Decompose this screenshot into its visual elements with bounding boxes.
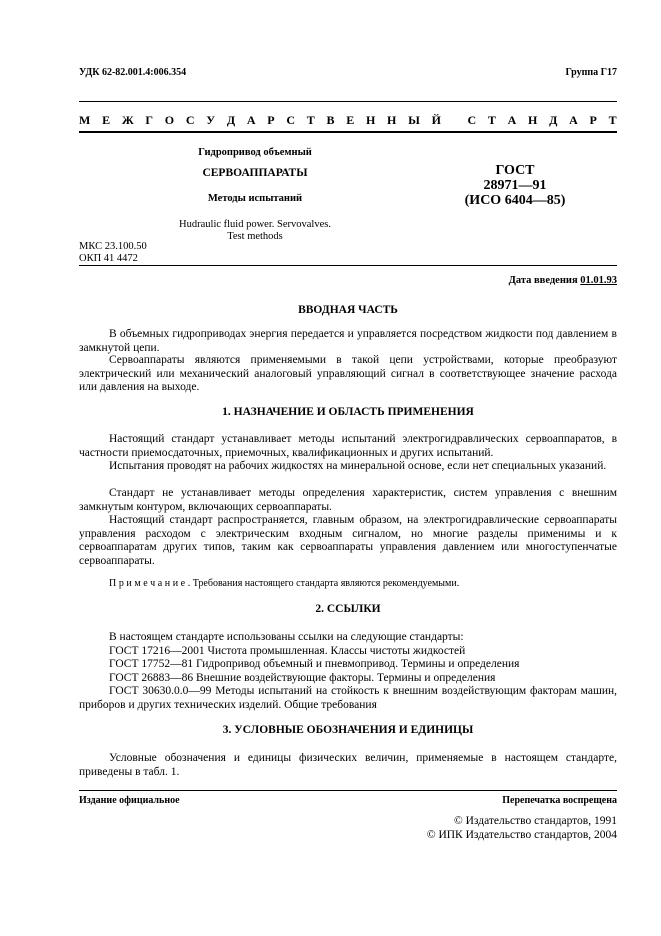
intro-heading: ВВОДНАЯ ЧАСТЬ [298,304,398,316]
banner-letter: Й [431,113,441,127]
iso-number: (ИСО 6404—85) [464,193,566,208]
official-edition: Издание официальное [79,795,180,806]
banner-letter: Ы [408,113,420,127]
banner-letter: Т [487,113,496,127]
banner-letter [453,113,456,128]
group-code: Группа Г17 [565,67,617,78]
introduction-date [509,275,617,286]
banner-letter: Е [102,113,111,127]
introduction-date-label: Дата введения [508,275,581,286]
title-line1: Гидропривод объемный [198,147,312,158]
intro-paragraph-1: В объемных гидроприводах энергия передается и управляется посредством жидкости под давлением в замкнутой цепи. [79,328,617,354]
banner-letter: Р [589,113,597,127]
banner-letter: Т [306,113,315,127]
banner-letter: Д [549,113,558,127]
banner-letter: А [246,113,256,127]
title-line2: СЕРВОАППАРАТЫ [202,167,308,179]
banner-letter: Н [365,113,376,127]
banner-letter: С [286,113,295,127]
banner-letter: А [507,113,517,127]
introduction-date-value: 01.01.93 [580,275,617,286]
section2-heading: 2. ССЫЛКИ [315,603,381,615]
section1-paragraph-1: Настоящий стандарт устанавливает методы испытаний электрогидравлических сервоаппаратов, в частности приемосдаточных, приемочных, квалификационных и других испытаний. [79,433,617,459]
reference-item: ГОСТ 26883—86 Внешние воздействующие факторы. Термины и определения [109,671,496,684]
section1-paragraph-2: Испытания проводят на рабочих жидкостях на минеральной основе, если нет специальных указаний. [109,460,607,472]
banner-letter: Т [608,113,617,127]
section1-paragraph-3: Стандарт не устанавливает методы определения характеристик, систем управления с внешним замкнутым контуром, включающих сервоаппараты. [79,487,617,513]
banner-letter: М [79,113,91,127]
section3-heading: 3. УСЛОВНЫЕ ОБОЗНАЧЕНИЯ И ЕДИНИЦЫ [222,724,474,736]
title-line3: Методы испытаний [207,193,303,204]
copyright-2004: © ИПК Издательство стандартов, 2004 [426,829,617,841]
banner-letter: Ж [121,113,134,127]
banner-letter: Р [267,113,275,127]
references-list [79,631,617,712]
okp-code: ОКП 41 4472 [79,253,138,264]
gost-label: ГОСТ [495,163,535,178]
banner-letter: Д [226,113,236,127]
reprint-prohibited: Перепечатка воспрещена [502,795,617,806]
reference-item: ГОСТ 17216—2001 Чистота промышленная. Классы чистоты жидкостей [109,644,466,657]
reference-item: ГОСТ 17752—81 Гидропривод объемный и пневмопривод. Термины и определения [109,658,520,670]
title-en-line2: Test methods [227,231,283,242]
title-rule [79,265,617,266]
gost-number: 28971—91 [483,178,547,193]
section1-note [79,577,617,591]
standard-type-banner [79,113,617,128]
banner-letter: А [569,113,578,127]
banner-letter: Н [528,113,538,127]
banner-letter: С [467,113,477,127]
banner-letter: Г [145,113,154,127]
copyright-1991: © Издательство стандартов, 1991 [453,815,617,827]
banner-letter: Е [346,113,355,127]
header-rule-bottom [79,131,617,133]
footer-rule [79,790,617,791]
banner-letter: Н [387,113,397,127]
banner-letter: О [164,113,175,127]
banner-letter: У [206,113,216,127]
references-intro: В настоящем стандарте использованы ссылки на следующие стандарты: [109,631,464,643]
banner-letter: В [326,113,335,127]
banner-letter: С [185,113,195,127]
title-en-line1: Hudraulic fluid power. Servovalves. [179,219,331,230]
header-rule [79,101,617,102]
note-label: Примечание [109,578,188,589]
section1-heading: 1. НАЗНАЧЕНИЕ И ОБЛАСТЬ ПРИМЕНЕНИЯ [222,406,474,418]
reference-item: ГОСТ 30630.0.0—99 Методы испытаний на стойкость к внешним воздействующим факторам машин, приборов и других технических изделий. Общие требования [79,685,617,711]
udc-code: УДК 62-82.001.4:006.354 [79,67,187,78]
section1-paragraph-4: Настоящий стандарт распространяется, главным образом, на электрогидравлические сервоаппараты управления расходом с электрическим входным сигналом, но многие разделы применимы и к сервоаппаратам других типов, таким как сервоаппараты управления давлением или многоступенчатые сервоаппараты. [79,514,617,567]
mks-code: МКС 23.100.50 [79,241,147,252]
intro-paragraph-2: Сервоаппараты являются применяемыми в такой цепи устройствами, которые преобразуют электрический или механический аналоговый управляющий сигнал в соответствующее значение расхода или давления на выходе. [79,354,617,393]
section3-paragraph-1: Условные обозначения и единицы физических величин, применяемые в настоящем стандарте, приведены в табл. 1. [79,752,617,778]
note-text: . Требования настоящего стандарта являются рекомендуемыми. [187,578,460,589]
